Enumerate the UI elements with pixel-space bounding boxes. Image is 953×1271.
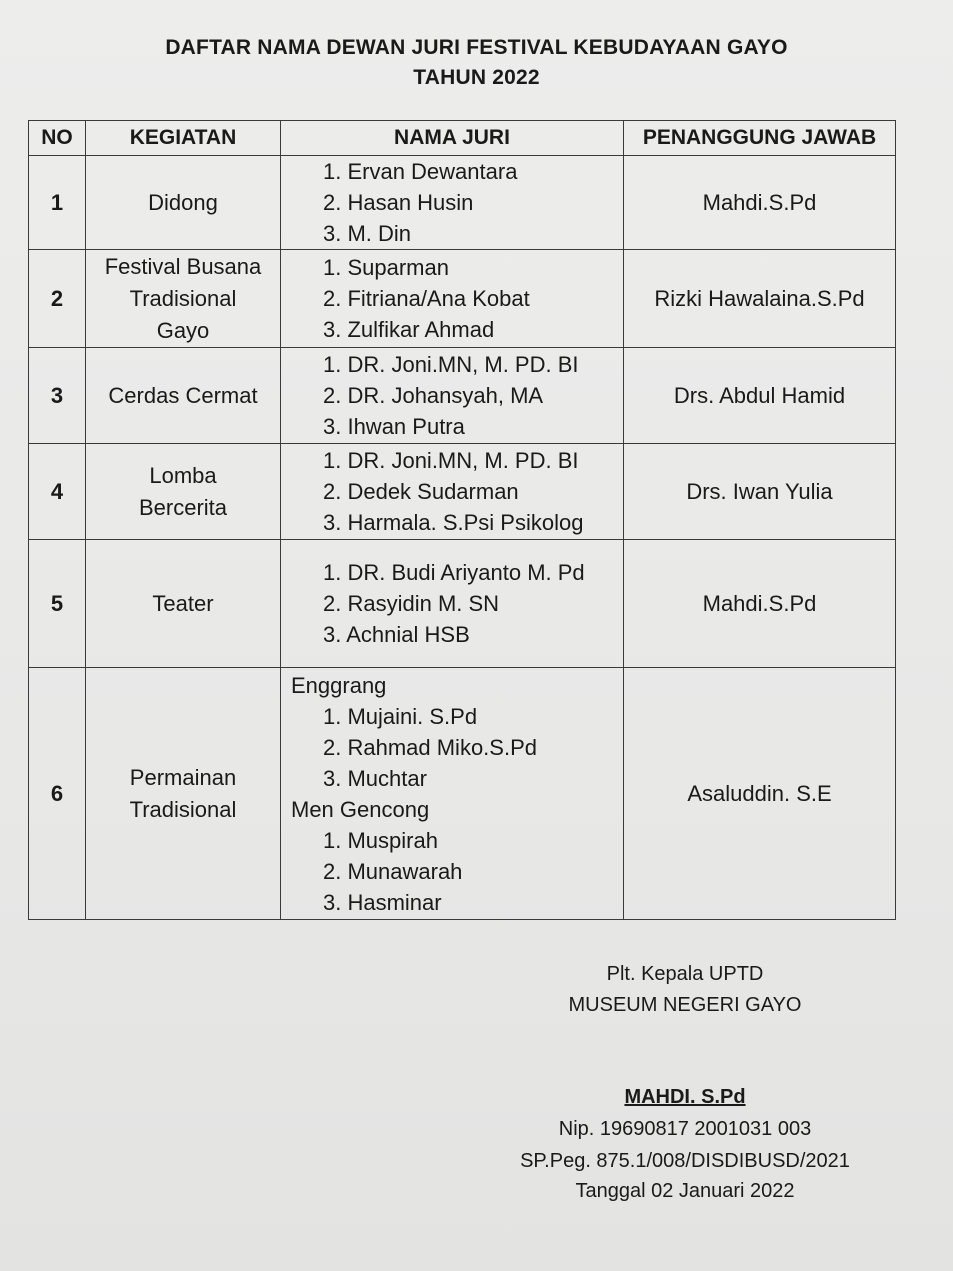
row-kegiatan xyxy=(86,540,281,668)
signature-nip: Nip. 19690817 2001031 003 xyxy=(558,1118,812,1140)
row-kegiatan xyxy=(86,250,281,348)
juri-name: 1. DR. Joni.MN, M. PD. BI xyxy=(323,448,579,473)
juri-name: 2. Munawarah xyxy=(323,858,463,884)
juri-name: 3. Muchtar xyxy=(323,765,427,791)
header-no: NO xyxy=(29,121,86,156)
row-penanggung-jawab: Drs. Iwan Yulia xyxy=(624,444,896,540)
juri-name: 1. Ervan Dewantara xyxy=(323,159,518,184)
juri-name: 3. M. Din xyxy=(323,221,412,246)
row-penanggung-jawab: Asaluddin. S.E xyxy=(624,668,896,920)
juri-group-label: Men Gencong xyxy=(291,796,430,822)
row-nama-juri xyxy=(281,250,624,348)
row-nama-juri xyxy=(281,444,624,540)
row-nama-juri xyxy=(281,668,624,920)
juri-list xyxy=(281,445,623,538)
juri-list xyxy=(281,557,623,650)
juri-list xyxy=(281,825,623,918)
juri-list xyxy=(281,349,623,442)
header-kegiatan: KEGIATAN xyxy=(86,121,281,156)
document-year: TAHUN 2022 xyxy=(413,66,540,89)
row-number: 3 xyxy=(29,348,86,444)
row-penanggung-jawab: Mahdi.S.Pd xyxy=(624,156,896,250)
signature-position-line2: MUSEUM NEGERI GAYO xyxy=(568,994,802,1016)
kegiatan-line: Permainan xyxy=(129,764,237,790)
juri-list xyxy=(281,701,623,794)
kegiatan-line: Cerdas Cermat xyxy=(108,382,258,408)
juri-name: 3. Ihwan Putra xyxy=(323,414,465,439)
row-nama-juri xyxy=(281,540,624,668)
document-title: DAFTAR NAMA DEWAN JURI FESTIVAL KEBUDAYAAN GAYO xyxy=(165,36,788,59)
kegiatan-line: Gayo xyxy=(156,317,210,343)
signature-name: MAHDI. S.Pd xyxy=(624,1086,746,1108)
kegiatan-line: Lomba xyxy=(149,462,217,488)
juri-name: 1. Muspirah xyxy=(323,827,438,853)
kegiatan-line: Tradisional xyxy=(129,796,237,822)
juri-name: 3. Achnial HSB xyxy=(323,622,470,647)
table-row xyxy=(29,348,896,444)
row-number: 2 xyxy=(29,250,86,348)
juri-name: 2. DR. Johansyah, MA xyxy=(323,383,544,408)
row-penanggung-jawab: Mahdi.S.Pd xyxy=(624,540,896,668)
row-number: 4 xyxy=(29,444,86,540)
row-number: 1 xyxy=(29,156,86,250)
header-nama-juri: NAMA JURI xyxy=(281,121,624,156)
juri-name: 3. Hasminar xyxy=(323,889,442,915)
row-kegiatan xyxy=(86,156,281,250)
row-kegiatan xyxy=(86,348,281,444)
row-kegiatan xyxy=(86,444,281,540)
table-row xyxy=(29,250,896,348)
juri-name: 1. DR. Joni.MN, M. PD. BI xyxy=(323,352,579,377)
signature-position-line1: Plt. Kepala UPTD xyxy=(606,963,764,985)
table-row xyxy=(29,540,896,668)
juri-name: 1. Suparman xyxy=(323,255,449,280)
juri-group-label: Enggrang xyxy=(291,672,387,698)
row-number: 6 xyxy=(29,668,86,920)
table-row xyxy=(29,668,896,920)
jury-table xyxy=(28,120,896,920)
signature-sp-peg: SP.Peg. 875.1/008/DISDIBUSD/2021 xyxy=(520,1150,850,1172)
row-number: 5 xyxy=(29,540,86,668)
juri-name: 3. Harmala. S.Psi Psikolog xyxy=(323,510,584,535)
juri-name: 2. Hasan Husin xyxy=(323,190,474,215)
kegiatan-line: Tradisional xyxy=(129,285,237,311)
juri-name: 2. Rahmad Miko.S.Pd xyxy=(323,734,537,760)
table-row xyxy=(29,444,896,540)
kegiatan-line: Bercerita xyxy=(138,494,228,520)
row-penanggung-jawab: Rizki Hawalaina.S.Pd xyxy=(624,250,896,348)
kegiatan-line: Festival Busana xyxy=(104,253,262,279)
juri-name: 1. DR. Budi Ariyanto M. Pd xyxy=(323,560,585,585)
row-nama-juri xyxy=(281,156,624,250)
table-row xyxy=(29,156,896,250)
juri-list xyxy=(281,252,623,345)
kegiatan-line: Teater xyxy=(152,590,214,616)
juri-name: 1. Mujaini. S.Pd xyxy=(323,703,478,729)
row-nama-juri xyxy=(281,348,624,444)
row-penanggung-jawab: Drs. Abdul Hamid xyxy=(624,348,896,444)
kegiatan-line: Didong xyxy=(148,189,218,215)
header-penanggung-jawab: PENANGGUNG JAWAB xyxy=(624,121,896,156)
juri-list xyxy=(281,156,623,249)
table-header-row xyxy=(29,121,896,156)
juri-name: 3. Zulfikar Ahmad xyxy=(323,317,495,342)
juri-name: 2. Fitriana/Ana Kobat xyxy=(323,286,530,311)
row-kegiatan xyxy=(86,668,281,920)
juri-name: 2. Rasyidin M. SN xyxy=(323,591,500,616)
juri-name: 2. Dedek Sudarman xyxy=(323,479,519,504)
signature-date: Tanggal 02 Januari 2022 xyxy=(575,1180,795,1202)
